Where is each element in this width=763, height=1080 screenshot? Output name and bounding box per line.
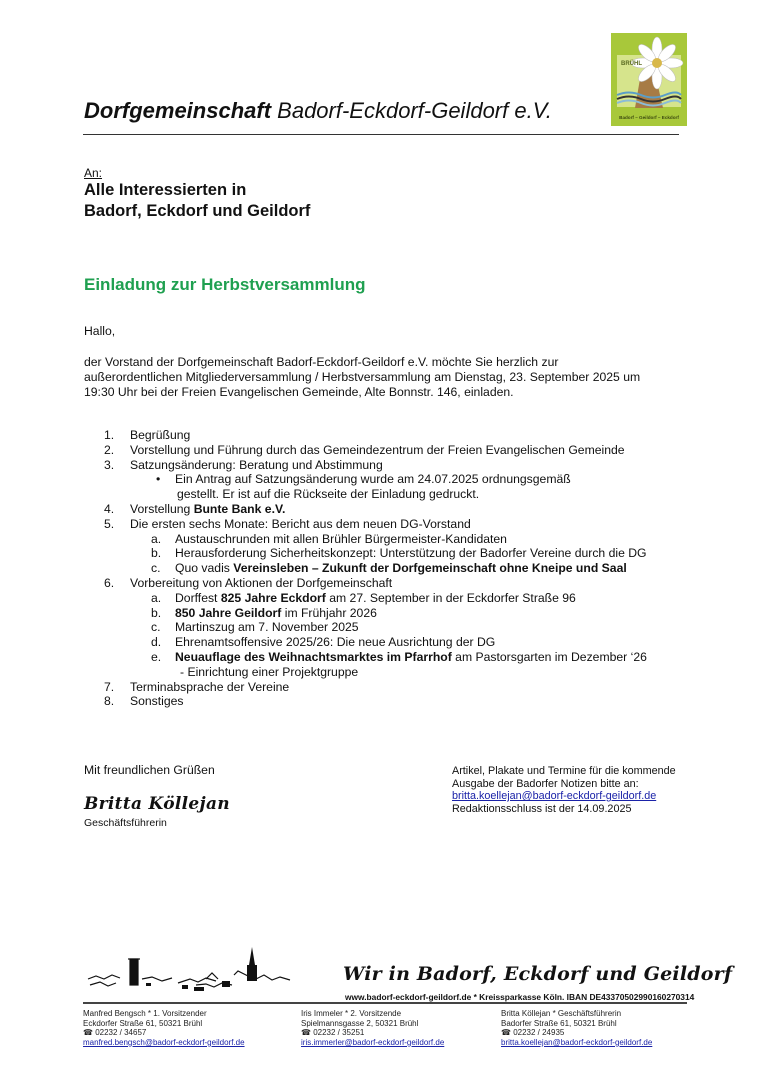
contact-phone: ☎ 02232 / 35251 — [301, 1028, 365, 1038]
contact-card — [83, 1009, 245, 1047]
agenda-text: Die ersten sechs Monate: Bericht aus dem neuen DG-Vorstand — [130, 516, 471, 531]
agenda-text: Vorstellung und Führung durch das Gemeindezentrum der Freien Evangelischen Gemeinde — [130, 442, 625, 457]
agenda-number: 5. — [104, 516, 115, 531]
closing-salutation: Mit freundlichen Grüßen — [84, 763, 215, 777]
agenda-subtext: - Einrichtung einer Projektgruppe — [180, 664, 359, 679]
contact-email-link[interactable]: iris.immerler@badorf-eckdorf-geildorf.de — [301, 1037, 445, 1047]
contact-email-link[interactable]: britta.koellejan@badorf-eckdorf-geildorf.de — [501, 1037, 653, 1047]
agenda-text-regular: Dorffest — [175, 590, 221, 605]
organization-title — [84, 98, 552, 124]
agenda-letter: e. — [151, 649, 162, 664]
agenda-letter: c. — [151, 620, 161, 635]
agenda-letter: c. — [151, 561, 161, 576]
agenda-subtext: Martinszug am 7. November 2025 — [175, 620, 359, 635]
agenda-bullet-text: gestellt. Er ist auf die Rückseite der Einladung gedruckt. — [177, 487, 480, 502]
agenda-number: 4. — [104, 501, 115, 516]
agenda-text-regular: am 27. September in der Eckdorfer Straße 96 — [325, 590, 576, 605]
notice-line: Artikel, Plakate und Termine für die kommende — [452, 765, 676, 777]
agenda-text: Satzungsänderung: Beratung und Abstimmung — [130, 457, 383, 472]
agenda-number: 2. — [104, 442, 115, 457]
agenda-text: Vorbereitung von Aktionen der Dorfgemeinschaft — [130, 575, 393, 590]
contact-address: Spielmannsgasse 2, 50321 Brühl — [301, 1018, 419, 1028]
agenda-subtext — [175, 561, 627, 576]
agenda-number: 6. — [104, 575, 115, 590]
agenda-text-bold: 825 Jahre Eckdorf — [220, 590, 326, 605]
footer-divider — [83, 1002, 687, 1004]
contact-address: Badorfer Straße 61, 50321 Brühl — [501, 1018, 617, 1028]
agenda-letter: b. — [151, 546, 162, 561]
agenda-text-regular: Quo vadis — [175, 561, 234, 576]
village-skyline-drawing — [86, 945, 296, 997]
agenda-number: 3. — [104, 457, 115, 472]
intro-line: 19:30 Uhr bei der Freien Evangelischen Gemeinde, Alte Bonnstr. 146, einladen. — [84, 385, 514, 399]
agenda-subtext: Austauschrunden mit allen Brühler Bürgermeister-Kandidaten — [175, 531, 507, 546]
contact-email-link[interactable]: manfred.bengsch@badorf-eckdorf-geildorf.de — [83, 1037, 245, 1047]
contact-phone: ☎ 02232 / 34657 — [83, 1028, 147, 1038]
organization-title-bold: Dorfgemeinschaft — [84, 98, 272, 123]
agenda-subtext: Herausforderung Sicherheitskonzept: Unterstützung der Badorfer Vereine durch die DG — [175, 546, 647, 561]
submission-notice — [452, 765, 676, 815]
contact-card — [501, 1009, 652, 1047]
intro-line: der Vorstand der Dorfgemeinschaft Badorf-Eckdorf-Geildorf e.V. möchte Sie herzlich zur — [84, 355, 559, 369]
agenda-subtext — [175, 606, 377, 621]
bullet-icon: • — [156, 472, 161, 487]
letter-title: Einladung zur Herbstversammlung — [84, 275, 366, 294]
svg-text:BRÜHL: BRÜHL — [621, 61, 642, 67]
organization-title-rest: Badorf-Eckdorf-Geildorf e.V. — [271, 98, 552, 123]
footer-bank-info: www.badorf-eckdorf-geildorf.de * Kreissparkasse Köln. IBAN DE43370502990160270314 — [345, 992, 695, 1002]
recipient-line-1: Alle Interessierten in — [84, 181, 247, 199]
contact-name: Iris Immeler * 2. Vorsitzende — [301, 1009, 402, 1018]
agenda-text — [130, 502, 285, 517]
agenda-text-regular: im Frühjahr 2026 — [281, 605, 377, 620]
recipient-label: An: — [84, 166, 103, 180]
bruehl-logo — [611, 33, 687, 126]
contact-address: Eckdorfer Straße 61, 50321 Brühl — [83, 1018, 203, 1028]
notice-line: Redaktionsschluss ist der 14.09.2025 — [452, 802, 632, 815]
notice-line: Ausgabe der Badorfer Notizen bitte an: — [452, 777, 639, 790]
agenda-text-bold: Bunte Bank e.V. — [193, 501, 286, 516]
notice-email-link[interactable]: britta.koellejan@badorf-eckdorf-geildorf.de — [452, 790, 657, 802]
agenda-letter: a. — [151, 531, 162, 546]
contact-phone: ☎ 02232 / 24935 — [501, 1028, 565, 1038]
agenda-letter: d. — [151, 635, 162, 650]
agenda-subtext — [175, 591, 576, 606]
agenda-number: 1. — [104, 428, 115, 442]
intro-line: außerordentlichen Mitgliederversammlung / Herbstversammlung am Dienstag, 23. September 2025 um — [84, 370, 641, 384]
header-divider — [83, 134, 679, 135]
contact-name: Britta Köllejan * Geschäftsführerin — [501, 1009, 622, 1018]
intro-paragraph — [84, 355, 640, 400]
agenda-text-regular: Vorstellung — [130, 501, 194, 516]
svg-text:Badorf – Geildorf – Eckdorf: Badorf – Geildorf – Eckdorf — [619, 115, 679, 120]
agenda-number: 8. — [104, 694, 115, 709]
agenda-text: Terminabsprache der Vereine — [130, 679, 290, 694]
agenda-bullet-text: Ein Antrag auf Satzungsänderung wurde am 24.07.2025 ordnungsgemäß — [175, 472, 571, 487]
contact-name: Manfred Bengsch * 1. Vorsitzender — [83, 1009, 207, 1018]
agenda-number: 7. — [104, 679, 115, 694]
agenda-subtext — [175, 650, 647, 665]
recipient-line-2: Badorf, Eckdorf und Geildorf — [84, 202, 311, 220]
signature: Britta Köllejan — [84, 794, 230, 814]
agenda-text: Sonstiges — [130, 694, 184, 709]
agenda-text-bold: Vereinsleben – Zukunft der Dorfgemeinschaft ohne Kneipe und Saal — [233, 561, 627, 576]
agenda-subtext: Ehrenamtsoffensive 2025/26: Die neue Ausrichtung der DG — [175, 635, 496, 650]
agenda-letter: a. — [151, 590, 162, 605]
greeting: Hallo, — [84, 324, 116, 338]
contact-card — [301, 1009, 444, 1047]
agenda-text: Begrüßung — [130, 428, 191, 442]
recipient-block — [84, 180, 310, 222]
agenda-text-regular: am Pastorsgarten im Dezember ‘26 — [451, 649, 647, 664]
footer-slogan: Wir in Badorf, Eckdorf und Geildorf — [343, 963, 733, 985]
signature-role: Geschäftsführerin — [84, 817, 167, 829]
agenda-text-bold: 850 Jahre Geildorf — [175, 605, 282, 620]
agenda-text-bold: Neuauflage des Weihnachtsmarktes im Pfarrhof — [175, 649, 452, 664]
agenda-letter: b. — [151, 605, 162, 620]
